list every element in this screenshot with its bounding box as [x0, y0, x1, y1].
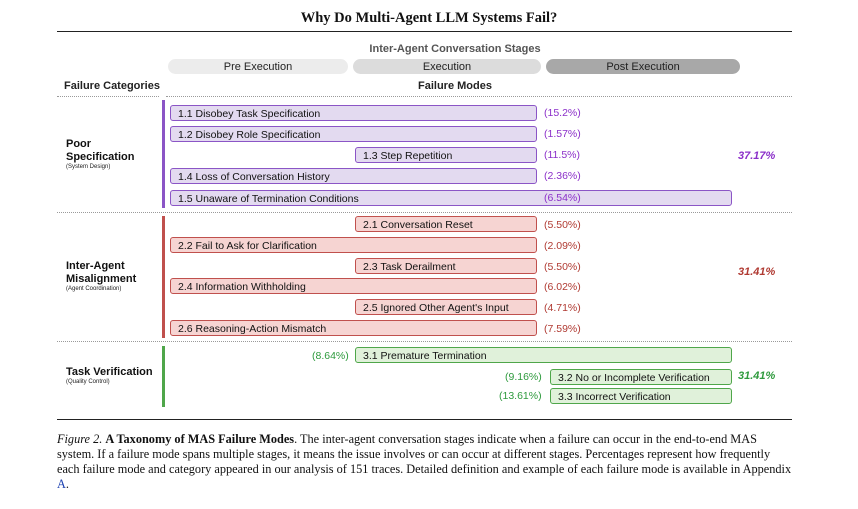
mode-2-6-percent: (7.59%)	[544, 323, 581, 335]
category-poor-specification	[66, 138, 158, 170]
category-name: Specification	[66, 151, 135, 163]
mode-1-2-percent: (1.57%)	[544, 128, 581, 140]
mode-2-4-percent: (6.02%)	[544, 281, 581, 293]
stage-post-execution: Post Execution	[546, 59, 740, 74]
section-separator-1	[57, 212, 792, 213]
stage-execution: Execution	[353, 59, 541, 74]
mode-1-1-box: 1.1 Disobey Task Specification	[170, 105, 537, 121]
figure-title: Why Do Multi-Agent LLM Systems Fail?	[300, 10, 558, 26]
mode-1-5-percent: (6.54%)	[544, 192, 581, 204]
mode-2-1-percent: (5.50%)	[544, 219, 581, 231]
category-bar-poor-specification	[162, 100, 165, 208]
mode-2-1-box: 2.1 Conversation Reset	[355, 216, 537, 232]
mode-1-4-percent: (2.36%)	[544, 170, 581, 182]
mode-3-1-box: 3.1 Premature Termination	[355, 347, 732, 363]
appendix-link[interactable]: A	[57, 477, 66, 491]
mode-2-2-percent: (2.09%)	[544, 240, 581, 252]
mode-1-5-box	[170, 190, 732, 206]
caption-title: A Taxonomy of MAS Failure Modes	[105, 432, 295, 446]
mode-1-3-percent: (11.5%)	[544, 149, 580, 161]
mode-3-2-box: 3.2 No or Incomplete Verification	[550, 369, 732, 385]
header-failure-modes: Failure Modes	[418, 80, 492, 92]
category-bar-inter-agent-misalignment	[162, 216, 165, 338]
mode-3-1-percent: (8.64%)	[312, 350, 349, 362]
mode-3-3-box: 3.3 Incorrect Verification	[550, 388, 732, 404]
header-separator-right	[166, 96, 792, 97]
mode-2-2-box: 2.2 Fail to Ask for Clarification	[170, 237, 537, 253]
mode-2-5-box: 2.5 Ignored Other Agent's Input	[355, 299, 537, 315]
mode-1-2-box: 1.2 Disobey Role Specification	[170, 126, 537, 142]
top-rule	[57, 31, 792, 32]
stage-pre-execution: Pre Execution	[168, 59, 348, 74]
mode-3-2-percent: (9.16%)	[505, 371, 542, 383]
figure-caption	[57, 432, 795, 492]
caption-end: .	[65, 477, 69, 491]
mode-1-5-label: 1.5 Unaware of Termination Conditions	[178, 193, 359, 205]
mode-1-3-box: 1.3 Step Repetition	[355, 147, 537, 163]
category-name: Task Verification	[66, 366, 153, 378]
mode-3-3-percent: (13.61%)	[499, 390, 542, 402]
caption-figure-label: Figure 2.	[57, 432, 103, 446]
category-subtitle: (System Design)	[66, 164, 111, 170]
mode-1-4-box: 1.4 Loss of Conversation History	[170, 168, 537, 184]
category-subtitle: (Quality Control)	[66, 379, 110, 385]
mode-2-5-percent: (4.71%)	[544, 302, 581, 314]
mode-2-3-box: 2.3 Task Derailment	[355, 258, 537, 274]
stages-title: Inter-Agent Conversation Stages	[369, 43, 541, 55]
bottom-rule	[57, 419, 792, 420]
category-total-task-verification: 31.41%	[738, 370, 776, 382]
mode-1-1-percent: (15.2%)	[544, 107, 581, 119]
category-name: Inter-Agent	[66, 260, 125, 272]
mode-2-4-box: 2.4 Information Withholding	[170, 278, 537, 294]
category-inter-agent-misalignment	[66, 260, 158, 292]
category-name: Misalignment	[66, 273, 137, 285]
category-task-verification	[66, 366, 162, 385]
category-total-poor-specification: 37.17%	[738, 150, 776, 162]
mode-2-6-box: 2.6 Reasoning-Action Mismatch	[170, 320, 537, 336]
section-separator-2	[57, 341, 792, 342]
mode-2-3-percent: (5.50%)	[544, 261, 581, 273]
category-name: Poor	[66, 138, 92, 150]
header-separator-left	[57, 96, 159, 97]
category-total-inter-agent-misalignment: 31.41%	[738, 266, 776, 278]
category-bar-task-verification	[162, 346, 165, 407]
caption-text: . The inter-agent conversation stages indicate when a failure can occur in the end-to-end MAS system. If a failure mode spans multiple stages, it means the issue involves or can occur at different stages. Percentages represent how frequently each failure mode and category appeared in our analysis of 151 traces. Detailed definition and example of each failure mode is available in Appendix	[57, 432, 792, 476]
header-failure-categories: Failure Categories	[64, 80, 160, 92]
category-subtitle: (Agent Coordination)	[66, 286, 122, 292]
